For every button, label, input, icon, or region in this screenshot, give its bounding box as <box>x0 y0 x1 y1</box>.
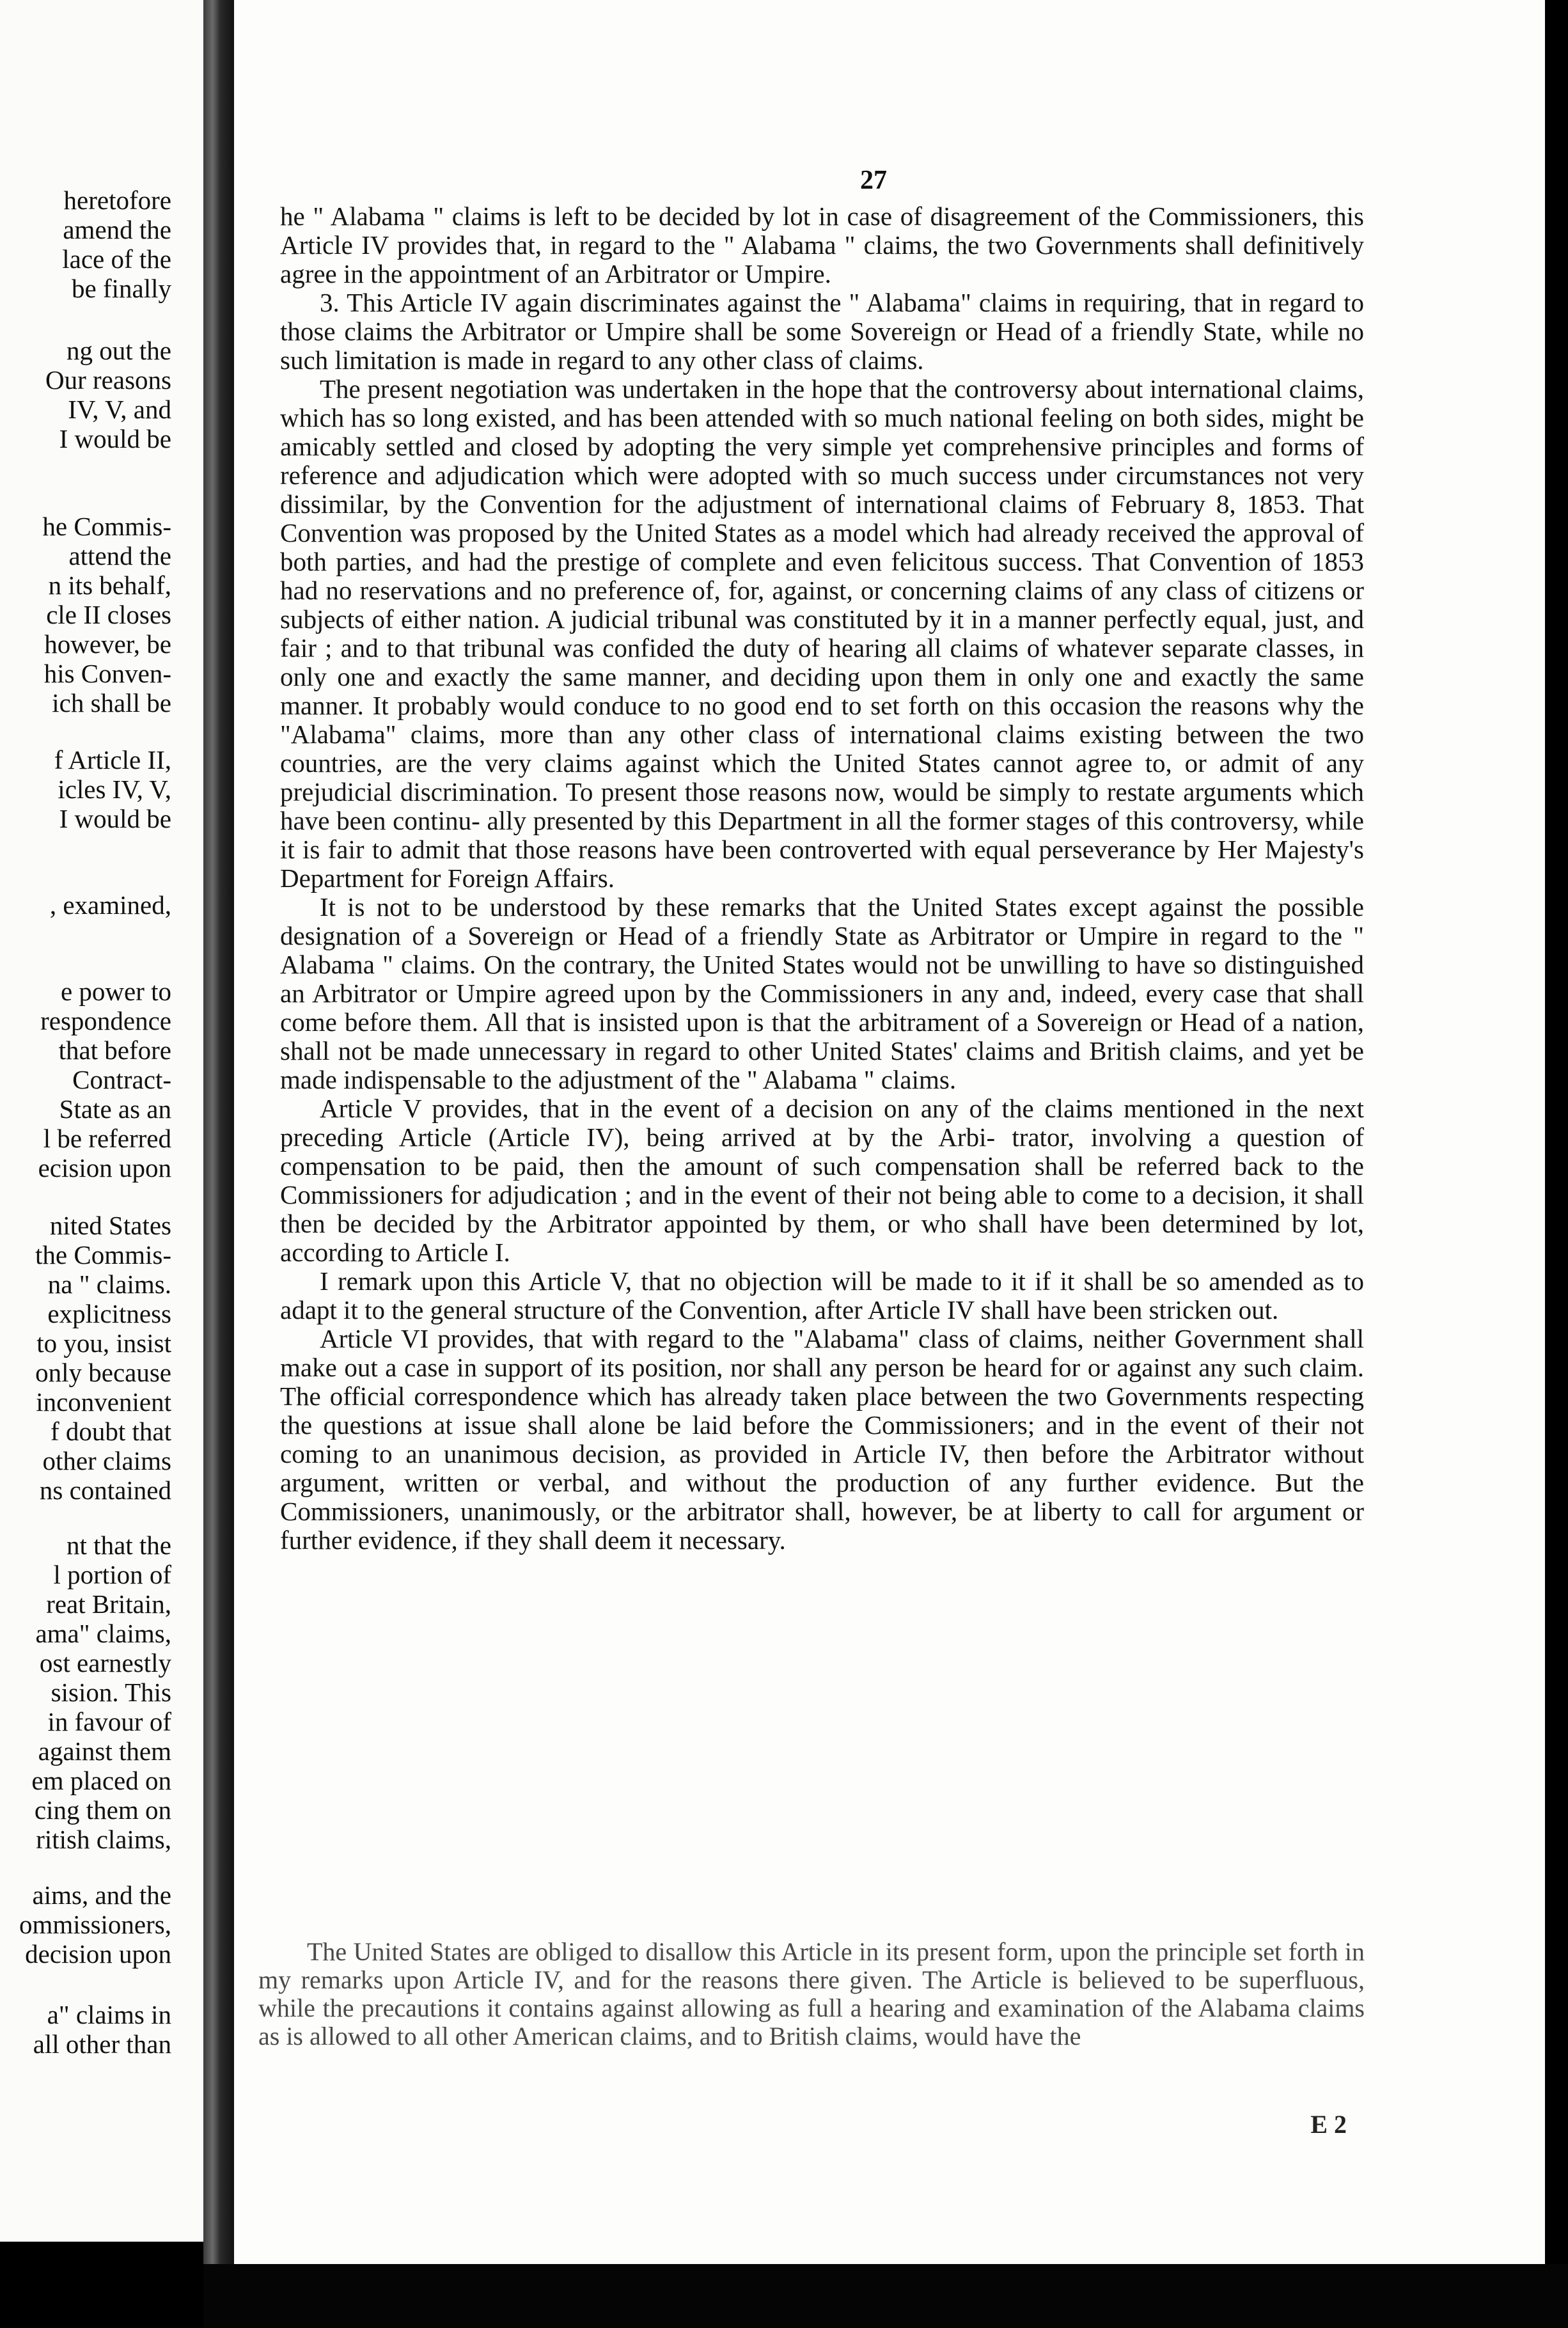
paragraph-6: I remark upon this Article V, that no objection will be made to it if it shall be so amended as to adapt it to the general structure of the Convention, after Article IV shall have been stricken out. <box>280 1266 1364 1325</box>
book-gutter <box>203 0 234 2328</box>
left-page-line: to you, insist <box>36 1328 171 1358</box>
left-page-line: Our reasons <box>45 365 171 395</box>
left-page-line: reat Britain, <box>46 1589 171 1619</box>
left-page-line: his Conven- <box>43 659 171 688</box>
left-page-line: in favour of <box>47 1707 171 1736</box>
left-page-line: heretofore <box>63 185 171 215</box>
left-page-line: ns contained <box>39 1475 171 1505</box>
page-number: 27 <box>860 166 887 195</box>
left-page-line: ecision upon <box>38 1153 171 1183</box>
left-page-line: be finally <box>72 274 171 303</box>
left-page-line: IV, V, and <box>68 395 171 424</box>
left-page-line: inconvenient <box>36 1387 171 1417</box>
left-page-line: respondence <box>40 1006 171 1035</box>
left-page-line: nited States <box>49 1211 171 1240</box>
left-page-line: the Commis- <box>35 1240 171 1270</box>
left-page-line: icles IV, V, <box>58 775 171 804</box>
left-page-line: other claims <box>42 1446 171 1475</box>
left-page-line: I would be <box>59 424 171 453</box>
left-page-line: ommissioners, <box>19 1910 171 1939</box>
left-page-line: nt that the <box>67 1530 171 1560</box>
left-page-line: Contract- <box>72 1065 171 1094</box>
body-text <box>280 202 1364 1555</box>
left-page-line: em placed on <box>31 1766 171 1795</box>
left-page-line: ng out the <box>67 336 171 365</box>
paragraph-2: 3. This Article IV again discriminates against the " Alabama" claims in requiring, that in regard to those claims the Arbitrator or Umpire shall be some Sovereign or Head of a friendly State, while no such limitation is made in regard to any other class of claims. <box>280 288 1364 375</box>
left-page-line: cing them on <box>34 1795 171 1825</box>
left-page-line: l be referred <box>43 1124 171 1153</box>
paragraph-4: It is not to be understood by these remarks that the United States except against the possible designation of a Sovereign or Head of a friendly State as Arbitrator or Umpire in regard to the " Alabama " claims. On the contrary, the United States would not be unwilling to have so distinguished an Arbitrator or Umpire agreed upon by the Commissioners in any and, indeed, every case that shall come before them. All that is insisted upon is that the arbitrament of a Sovereign or Head of a nation, shall not be made unnecessary in regard to other United States' claims and British claims, and yet be made indispensable to the adjustment of the " Alabama " claims. <box>280 892 1364 1094</box>
left-page-line: only because <box>35 1358 171 1387</box>
left-page-line: ost earnestly <box>39 1648 171 1678</box>
left-page-line: ritish claims, <box>36 1825 171 1854</box>
left-page-line: e power to <box>60 977 171 1006</box>
page-edge <box>1545 0 1568 2328</box>
left-page-line: State as an <box>59 1094 171 1124</box>
left-page-line: I would be <box>59 804 171 833</box>
left-page-line: however, be <box>44 629 171 659</box>
left-page-line: f doubt that <box>50 1417 171 1446</box>
left-page-line: aims, and the <box>32 1880 171 1910</box>
left-page-line: explicitness <box>47 1299 171 1328</box>
left-page-line: , examined, <box>49 890 171 920</box>
paragraph-1: he " Alabama " claims is left to be decided by lot in case of disagreement of the Commissioners, this Article IV provides that, in regard to the " Alabama " claims, the two Governments shall definitively agree in the appointment of an Arbitrator or Umpire. <box>280 201 1364 288</box>
left-page-line: decision upon <box>25 1939 171 1969</box>
paragraph-3: The present negotiation was undertaken in the hope that the controversy about international claims, which has so long existed, and has been attended with so much national feeling on both sides, might be amicably settled and closed by adopting the very simple yet comprehensive principles and forms of reference and adjudication which were adopted with so much success under circumstances not very dissimilar, by the Convention for the adjustment of international claims of February 8, 1853. That Convention was proposed by the United States as a model which had already received the approval of both parties, and had the prestige of complete and even felicitous success. That Convention of 1853 had no reservations and no preference of, for, against, or concerning claims of any class of citizens or subjects of either nation. A judicial tribunal was constituted by it in a manner perfectly equal, just, and fair ; and to that tribunal was confided the duty of hearing all claims of whatever separate classes, in only one and exactly the same manner, and deciding upon them in only one and exactly the same manner. It probably would conduce to no good end to set forth on this occasion the reasons why the "Alabama" claims, more than any other class of international claims existing between the two countries, are the very claims against which the United States cannot agree to, or admit of any prejudicial discrimination. To present those reasons now, would be simply to restate arguments which have been continu- ally presented by this Department in all the former stages of this controversy, while it is fair to admit that those reasons have been controverted with equal perseverance by Her Majesty's Department for Foreign Affairs. <box>280 374 1364 893</box>
left-page-line: cle II closes <box>46 600 171 629</box>
left-page-line: amend the <box>63 215 171 244</box>
left-page-line: f Article II, <box>54 745 171 775</box>
left-page-line: he Commis- <box>42 512 171 541</box>
left-page-line: ich shall be <box>52 688 171 718</box>
left-page-line: that before <box>58 1035 171 1065</box>
left-page-line: against them <box>38 1736 171 1766</box>
left-page-line: lace of the <box>62 244 171 274</box>
scan-bottom-band <box>203 2264 1568 2328</box>
paragraph-7: Article VI provides, that with regard to the "Alabama" class of claims, neither Government shall make out a case in support of its position, nor shall any person be heard for or against any such claim. The official correspondence which has already taken place between the two Governments respecting the questions at issue shall alone be laid before the Commissioners; and in the event of their not coming to an unanimous decision, as provided in Article IV, then before the Arbitrator without argument, written or verbal, and without the production of any further evidence. But the Commissioners, unanimously, or the arbitrator shall, however, be at liberty to call for argument or further evidence, if they shall deem it necessary. <box>280 1324 1364 1555</box>
left-page-line: a" claims in <box>47 2000 171 2029</box>
left-page-fragment <box>0 0 203 2242</box>
right-page <box>234 0 1545 2264</box>
left-page-line: sision. This <box>51 1678 171 1707</box>
left-page-line: attend the <box>68 541 171 570</box>
signature-mark: E 2 <box>1310 2110 1347 2139</box>
left-page-line: n its behalf, <box>48 570 171 600</box>
left-page-line: l portion of <box>53 1560 171 1589</box>
left-page-line: all other than <box>33 2029 171 2059</box>
footnote: The United States are obliged to disallow this Article in its present form, upon the principle set forth in my remarks upon Article IV, and for the reasons there given. The Article is believed to be superfluous, while the precautions it contains against allowing as full a hearing and examination of the Alabama claims as is allowed to all other American claims, and to British claims, would have the <box>258 1937 1365 2050</box>
left-page-line: ama" claims, <box>35 1619 171 1648</box>
left-page-line: na " claims. <box>47 1270 171 1299</box>
paragraph-5: Article V provides, that in the event of a decision on any of the claims mentioned in the next preceding Article (Article IV), being arrived at by the Arbi- trator, involving a question of compensation to be paid, then the amount of such compensation shall be referred back to the Commissioners for adjudication ; and in the event of their not being able to come to a decision, it shall then be decided by the Arbitrator appointed by them, or who shall have been determined by lot, according to Article I. <box>280 1094 1364 1267</box>
